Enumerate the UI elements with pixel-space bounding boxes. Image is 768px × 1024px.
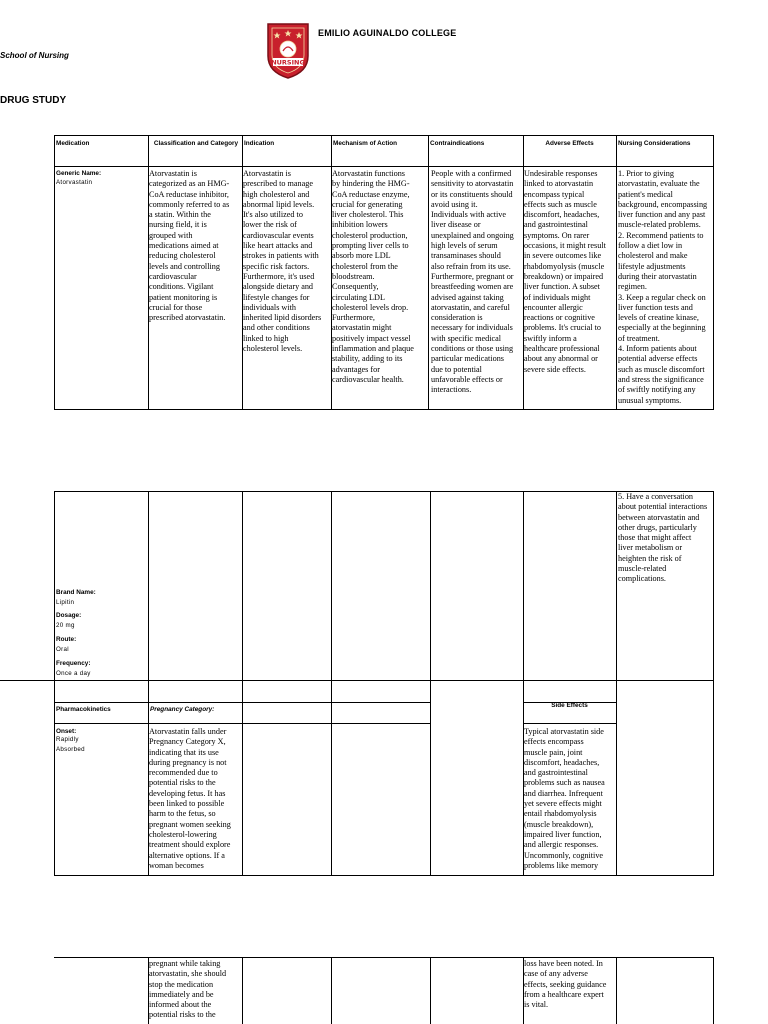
nursing-considerations-continued: 5. Have a conversation about potential interactions between atorvastatin and other drugs, particularly those that might affect liver metabolism or heighten the risk of muscle-related complications. — [618, 492, 708, 584]
nursing-considerations-text: 1. Prior to giving atorvastatin, evaluate the patient's medical background, encompassing liver function and any past muscle-related problems. 2. Recommend patients to follow a diet low in cholesterol and make lifestyle adjustments during their atorvastatin regimen. 3. Keep a regular check on liver function tests and levels of creatine kinase, especially at the beginning of treatment. 4. Inform patients about potential adverse effects such as muscle discomfort and stress the significance of swiftly notifying any unusual symptoms. — [618, 169, 708, 405]
mechanism-text: Atorvastatin functions by hindering the HMG- CoA reductase enzyme, crucial for generating liver cholesterol. This inhibition lowers cholesterol production, prompting liver cells to absorb more LDL cholesterol from the bloodstream. Consequently, circulating LDL cholesterol levels drop. Furthermore, atorvastatin might positively impact vessel inflammation and plaque stability, adding to its advantages for cardiovascular health. — [332, 169, 414, 384]
header-medication: Medication — [56, 140, 90, 147]
generic-name-label: Generic Name: — [56, 170, 102, 177]
route-value: Oral — [56, 646, 69, 653]
side-effects-header: Side Effects — [551, 702, 588, 709]
adverse-effects-text: Undesirable responses linked to atorvastatin encompass typical effects such as muscle discomfort, headaches, and gastrointestinal symptoms. On rarer occasions, it might result in severe outcomes like rhabdomyolysis (muscle breakdown) or impaired liver function. A subset of individuals might encounter allergic reactions or cognitive problems. It's crucial to swiftly inform a healthcare professional about any abnormal or severe side effects. — [524, 169, 606, 374]
header-classification: Classification and Category — [153, 140, 239, 147]
pregnancy-category-text: Atorvastatin falls under Pregnancy Category X, indicating that its use during pregnancy is not recommended due to potential risks to the developing fetus. It has been linked to possible harm to the fetus, so pregnant women seeking cholesterol-lowering treatment should explore alternative options. If a woman becomes — [149, 727, 231, 870]
pregnancy-category-continued: pregnant while taking atorvastatin, she should stop the medication immediately and be informed about the potential risks to the — [149, 959, 227, 1020]
side-effects-continued: loss have been noted. In case of any adverse effects, seeking guidance from a healthcare expert is vital. — [524, 959, 607, 1010]
header-nursing-considerations: Nursing Considerations — [618, 140, 691, 147]
onset-label: Onset: — [56, 728, 77, 735]
header-contraindications: Contraindications — [430, 140, 485, 147]
frequency-label: Frequency: — [56, 660, 91, 667]
brand-name-value: Lipitin — [56, 599, 75, 606]
route-label: Route: — [56, 636, 77, 643]
side-effects-text: Typical atorvastatin side effects encompass muscle pain, joint discomfort, headaches, and gastrointestinal problems such as nausea and diarrhea. Infrequent yet severe effects might entail rhabdomyolysis (muscle breakdown), impaired liver function, and allergic responses. Uncommonly, cognitive problems like memory — [524, 727, 605, 870]
indication-text: Atorvastatin is prescribed to manage high cholesterol and abnormal lipid levels. It's also utilized to lower the risk of cardiovascular events like heart attacks and strokes in patients with specific risk factors. Furthermore, it's used alongside dietary and lifestyle changes for individuals with inherited lipid disorders and other conditions linked to high cholesterol levels. — [243, 169, 322, 354]
header-mechanism: Mechanism of Action — [333, 140, 398, 147]
dosage-label: Dosage: — [56, 612, 82, 619]
dosage-value: 20 mg — [56, 622, 75, 629]
frequency-value: Once a day — [56, 670, 91, 677]
pregnancy-category-header: Pregnancy Category: — [150, 706, 215, 713]
college-logo-icon — [264, 18, 312, 80]
brand-name-label: Brand Name: — [56, 589, 96, 596]
page-title: DRUG STUDY — [0, 95, 67, 106]
header-indication: Indication — [244, 140, 275, 147]
classification-text: Atorvastatin is categorized as an HMG- CoA reductase inhibitor, commonly referred to as a statin. Within the nursing field, it is grouped with medications aimed at reducing cholesterol levels and controlling cardiovascular conditions. Vigilant patient monitoring is crucial for those prescribed atorvastatin. — [149, 169, 230, 323]
contraindications-text: People with a confirmed sensitivity to atorvastatin or its constituents should avoid using it. Individuals with active liver disease or unexplained and ongoing high levels of serum transaminases should also refrain from its use. Furthermore, pregnant or breastfeeding women are advised against taking atorvastatin, and careful consideration is necessary for individuals with specific medical conditions or those using particular medications due to potential unfavorable effects or interactions. — [431, 169, 514, 395]
pharmacokinetics-header: Pharmacokinetics — [56, 706, 111, 713]
header-adverse-effects: Adverse Effects — [545, 140, 594, 147]
generic-name-value: Atorvastatin — [56, 179, 93, 186]
svg-text:NURSING: NURSING — [271, 58, 305, 67]
college-name: EMILIO AGUINALDO COLLEGE — [318, 28, 457, 38]
school-name: School of Nursing — [0, 51, 69, 60]
onset-value: Rapidly Absorbed — [56, 736, 85, 753]
